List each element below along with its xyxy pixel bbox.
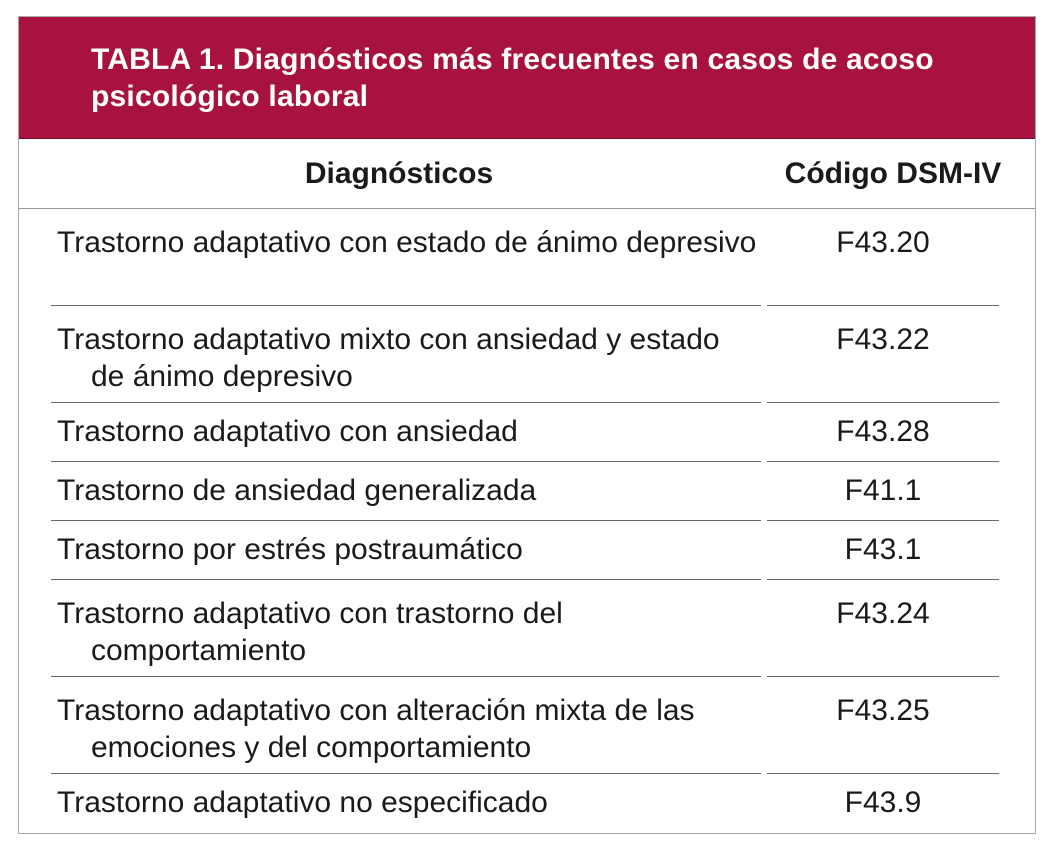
table-row — [19, 774, 1035, 833]
table-title: TABLA 1. Diagnósticos más frecuentes en casos de acoso psicológico laboral — [91, 43, 934, 113]
code-cell: F41.1 — [844, 474, 922, 507]
table-row — [19, 462, 1035, 521]
code-cell: F43.24 — [836, 597, 930, 630]
header-diagnosis: Diagnósticos — [304, 157, 494, 190]
diagnosis-table — [18, 16, 1036, 834]
table-row — [19, 521, 1035, 580]
table-title-band — [19, 17, 1035, 139]
code-cell: F43.25 — [836, 694, 930, 727]
table-row — [19, 580, 1035, 677]
code-cell: F43.20 — [836, 226, 930, 259]
diagnosis-cell: Trastorno adaptativo mixto con ansiedad y estado de ánimo depresivo — [57, 323, 720, 393]
table-row — [19, 306, 1035, 403]
code-cell: F43.9 — [844, 786, 922, 819]
table-row — [19, 209, 1035, 306]
table-row — [19, 677, 1035, 774]
code-cell: F43.22 — [836, 323, 930, 356]
diagnosis-cell: Trastorno adaptativo con trastorno del comportamiento — [57, 597, 563, 667]
code-cell: F43.1 — [844, 533, 922, 566]
header-code: Código DSM-IV — [784, 157, 1002, 190]
table-row — [19, 403, 1035, 462]
diagnosis-cell: Trastorno de ansiedad generalizada — [57, 474, 537, 507]
diagnosis-cell: Trastorno adaptativo con estado de ánimo depresivo — [57, 226, 757, 259]
table-header-row — [19, 139, 1035, 209]
code-cell: F43.28 — [836, 415, 930, 448]
diagnosis-cell: Trastorno adaptativo con ansiedad — [57, 415, 518, 448]
diagnosis-cell: Trastorno adaptativo no especificado — [57, 786, 548, 819]
diagnosis-cell: Trastorno por estrés postraumático — [57, 533, 523, 566]
diagnosis-cell: Trastorno adaptativo con alteración mixta de las emociones y del comportamiento — [57, 694, 695, 764]
table-body — [19, 209, 1035, 833]
